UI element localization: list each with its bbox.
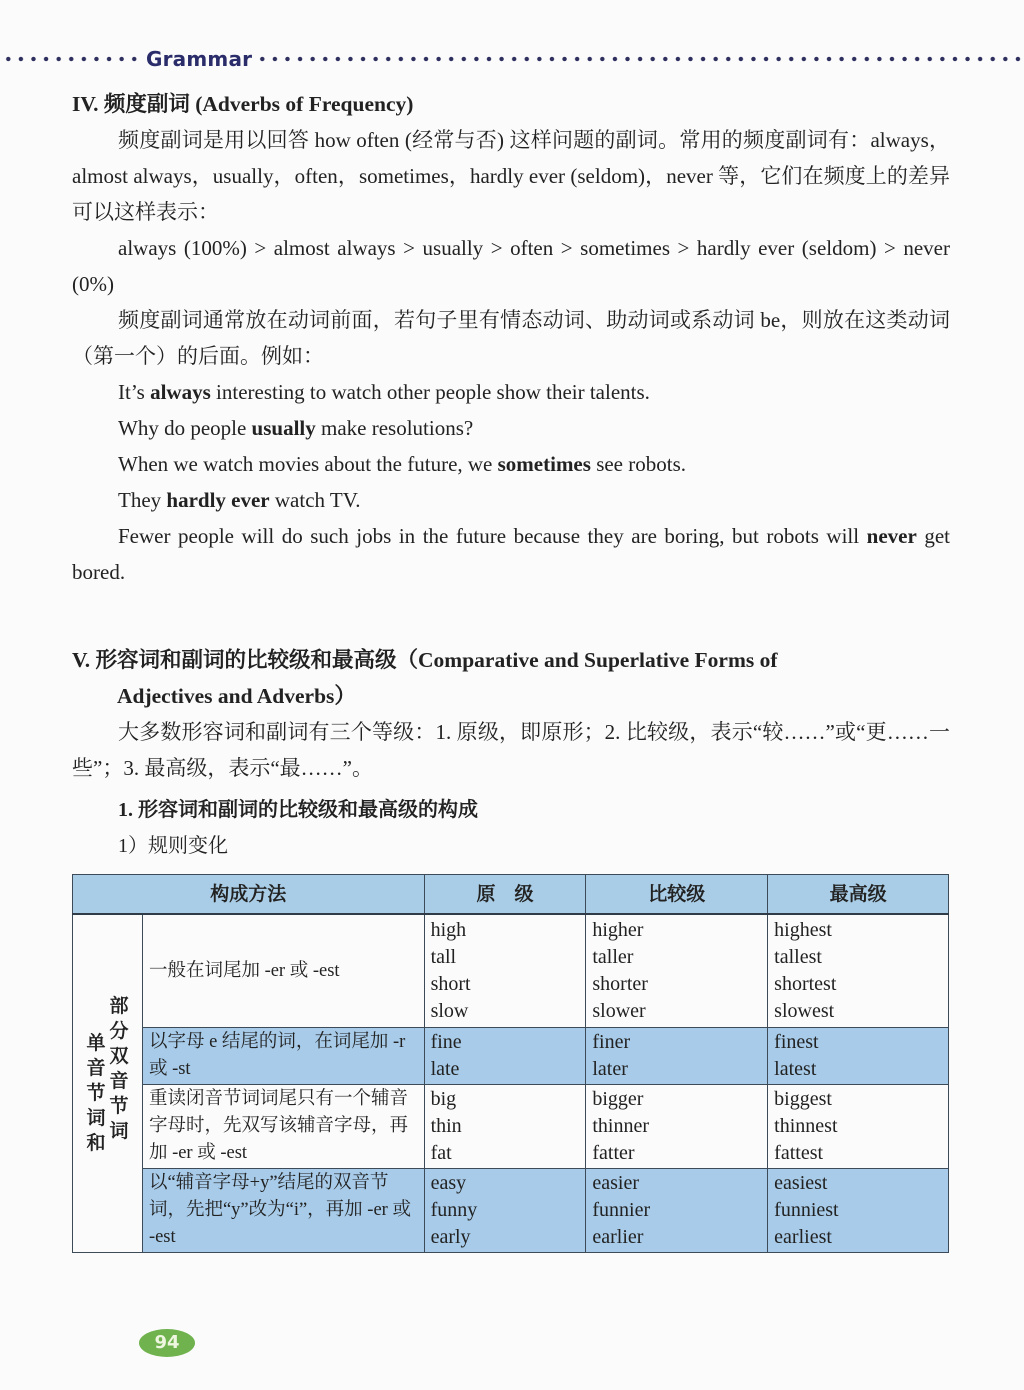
superlative-cell: easiest funniest earliest	[768, 1169, 949, 1253]
header-title: Grammar	[146, 47, 253, 71]
rule-cell: 重读闭音节词词尾只有一个辅音字母时，先双写该辅音字母，再加 -er 或 -est	[142, 1085, 424, 1169]
page-number-badge: 94	[139, 1329, 195, 1357]
rule-cell: 以“辅音字母+y”结尾的双音节词，先把“y”改为“i”，再加 -er 或 -est	[142, 1169, 424, 1253]
column-header-method: 构成方法	[73, 875, 425, 915]
comparison-table	[72, 874, 949, 1253]
positive-cell: high tall short slow	[424, 914, 586, 1028]
table-row	[73, 1085, 949, 1169]
example-sentence: It’s always interesting to watch other people show their talents.	[118, 380, 650, 404]
table-row	[73, 914, 949, 1028]
column-header-superlative: 最高级	[768, 875, 949, 915]
section-5-title	[72, 642, 950, 714]
comparative-cell: finer later	[586, 1028, 768, 1085]
comparative-cell: higher taller shorter slower	[586, 914, 768, 1028]
superlative-cell: biggest thinnest fattest	[768, 1085, 949, 1169]
positive-cell: fine late	[424, 1028, 586, 1085]
page-header	[0, 46, 1024, 72]
superlative-cell: highest tallest shortest slowest	[768, 914, 949, 1028]
group-label-col2: 部 分 双 音 节 词	[109, 995, 129, 1142]
section-5-title-line2: Adjectives and Adverbs）	[117, 684, 356, 708]
dotted-rule-left	[2, 56, 142, 62]
section-4-title: IV. 频度副词 (Adverbs of Frequency)	[72, 92, 414, 116]
section-5-title-line1: V. 形容词和副词的比较级和最高级（Comparative and Superlative Forms of	[72, 648, 778, 672]
comparative-cell: easier funnier earlier	[586, 1169, 768, 1253]
positive-cell: easy funny early	[424, 1169, 586, 1253]
placement-rule: 频度副词通常放在动词前面，若句子里有情态动词、助动词或系动词 be，则放在这类动词（第一个）的后面。例如：	[72, 308, 950, 368]
example-sentence: Fewer people will do such jobs in the future because they are boring, but robots will never get bored.	[72, 524, 951, 584]
section-4-body: 频度副词是用以回答 how often (经常与否) 这样问题的副词。常用的频度副词有：always，almost always，usually，often，sometimes，hardly ever (seldom)，never 等，它们在频度上的差异可以这样表示：	[72, 128, 950, 224]
column-header-positive: 原 级	[424, 875, 586, 915]
dotted-rule-right	[256, 56, 1024, 62]
positive-cell: big thin fat	[424, 1085, 586, 1169]
subsection-subtitle: 1）规则变化	[118, 835, 228, 857]
example-sentence: When we watch movies about the future, we sometimes see robots.	[118, 452, 687, 476]
subsection-title: 1. 形容词和副词的比较级和最高级的构成	[118, 799, 478, 821]
example-list	[72, 374, 950, 590]
table-row	[73, 1169, 949, 1253]
superlative-cell: finest latest	[768, 1028, 949, 1085]
group-label	[73, 914, 143, 1253]
group-label-col1: 单 音 节 词 和	[86, 1033, 106, 1154]
example-sentence: Why do people usually make resolutions?	[118, 416, 474, 440]
rule-cell: 以字母 e 结尾的词，在词尾加 -r 或 -st	[142, 1028, 424, 1085]
section-5-intro: 大多数形容词和副词有三个等级：1. 原级，即原形；2. 比较级，表示“较……”或“更……一些”；3. 最高级，表示“最……”。	[72, 720, 950, 780]
example-sentence: They hardly ever watch TV.	[118, 488, 361, 512]
rule-cell: 一般在词尾加 -er 或 -est	[142, 914, 424, 1028]
table-row	[73, 1028, 949, 1085]
frequency-scale: always (100%) > almost always > usually > often > sometimes > hardly ever (seldom) > never (0%)	[72, 236, 950, 296]
column-header-comparative: 比较级	[586, 875, 768, 915]
comparative-cell: bigger thinner fatter	[586, 1085, 768, 1169]
table-header-row	[73, 875, 949, 915]
